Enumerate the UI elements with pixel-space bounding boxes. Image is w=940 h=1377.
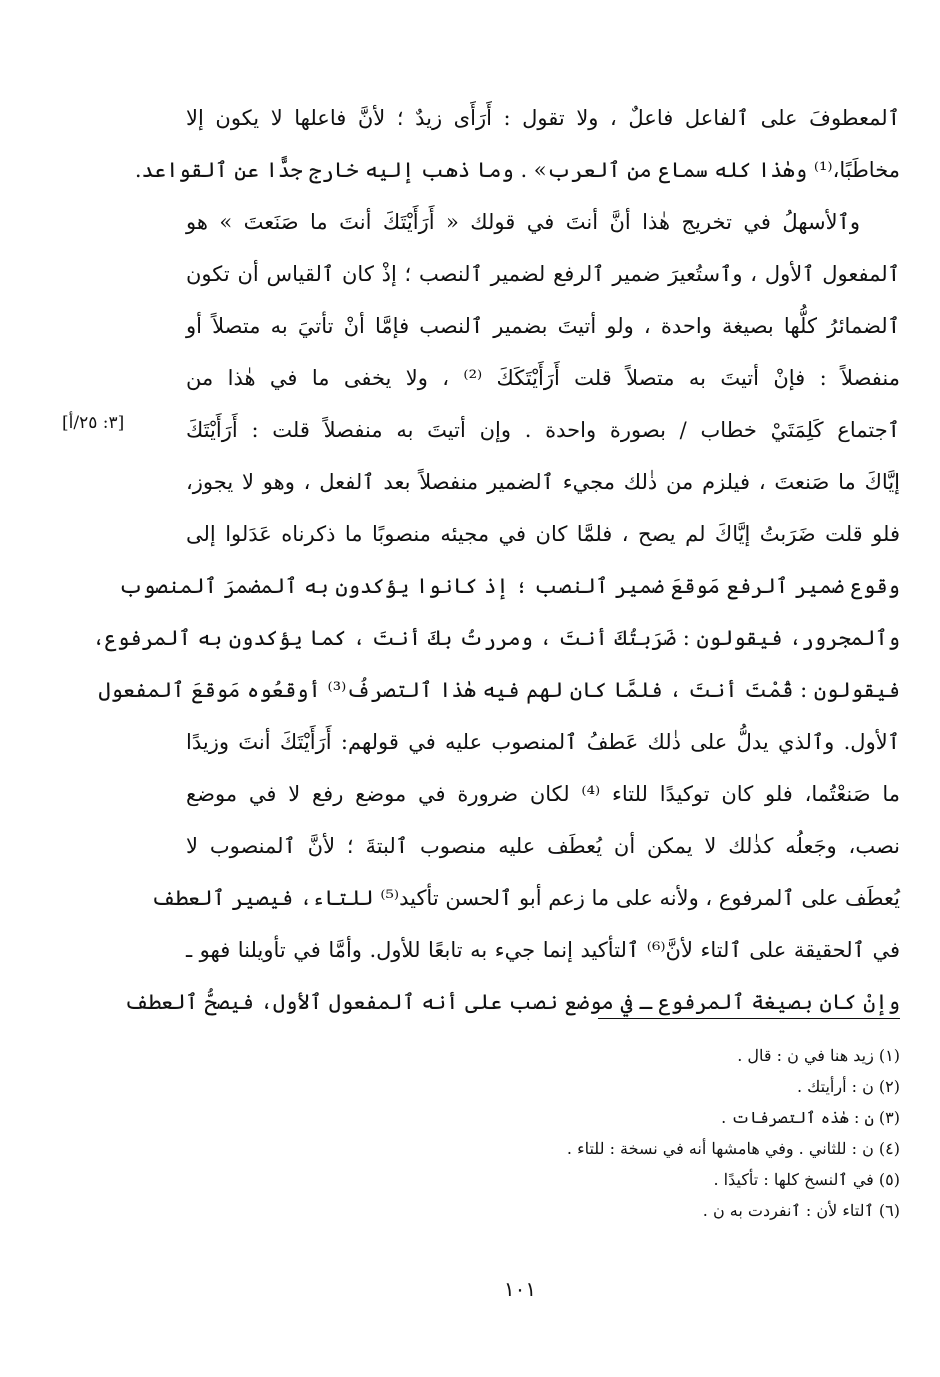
text-line: ٱلأول. وٱلذي يدلُّ على ذٰلك عَطفُ ٱلمنصوب عليه في قولهم: أَرَأَيْتَكَ أنتَ وزيدًا (186, 730, 900, 754)
footnote: (٣) ن : هٰذه ٱلتصرفات . (721, 1108, 900, 1127)
footnote: (٢) ن : أرأيتك . (796, 1077, 900, 1096)
text-line: وٱلأسهلُ في تخريج هٰذا أنَّ أنتَ في قولك « أَرَأَيْتَكَ أنتَ ما صَنَعتَ » هو (186, 210, 860, 234)
text-line: نصب، وجَعلُه كذٰلك لا يمكن أن يُعطَف عليه منصوب ٱلبتةَ ؛ لأنَّ ٱلمنصوب لا (186, 834, 900, 858)
text-line: ٱلضمائرُ كلُّها بصيغة واحدة ، ولو أتيتَ بضمير ٱلنصب فإمَّا أنْ تأتيَ به متصلاً أو (186, 314, 900, 338)
text-line: في ٱلحقيقة على ٱلتاء لأنَّ⁽⁶⁾ ٱلتأكيد إنما جيء به تابعًا للأول. وأمَّا في تأويلنا فهو ـ (186, 938, 900, 962)
footnote: (٦) ٱلتاء لأن : ٱنفردت به ن . (702, 1201, 900, 1220)
text-line: ٱلمفعول ٱلأول ، وٱستُعيرَ ضمير ٱلرفع لضمير ٱلنصب ؛ إذْ كان ٱلقياس أن تكون (186, 262, 900, 286)
text-line: وإنْ كان بصيغة ٱلمرفوع ـ في موضع نصب على أنه ٱلمفعول ٱلأول، فيصحُّ ٱلعطف (124, 990, 900, 1014)
text-line: منفصلاً : فإنْ أتيتَ به متصلاً قلت أَرَأَيْتَكَكَ ⁽²⁾ ، ولا يخفى ما في هٰذا من (186, 366, 900, 390)
manuscript-folio-reference: [٣: ٢٥/أ] (62, 413, 125, 433)
page-number: ١٠١ (503, 1277, 537, 1301)
text-line: ٱلمعطوفَ على ٱلفاعل فاعلٌ ، ولا تقول : أَرَأَى زيدٌ ؛ لأنَّ فاعلها لا يكون إلا (186, 106, 900, 130)
footnote-divider (598, 1018, 900, 1019)
text-line: وقوع ضمير ٱلرفع مَوقعَ ضمير ٱلنصب ؛ إذ كانوا يؤكدون به ٱلمضمرَ ٱلمنصوب (118, 574, 900, 598)
footnote: (٤) ن : للثاني . وفي هامشها أنه في نسخة : للتاء . (566, 1139, 900, 1158)
text-line: يُعطَف على ٱلمرفوع ، ولأنه على ما زعم أبو ٱلحسن تأكيد⁽⁵⁾ للتاء، فيصير ٱلعطف (151, 886, 900, 910)
footnotes-block (400, 1040, 900, 1226)
text-line: ما صَنعْتُما، فلو كان توكيدًا للتاء ⁽⁴⁾ لكان ضرورة في موضع رفع لا في موضع (186, 782, 900, 806)
text-line: فلو قلت ضَرَبتُ إيَّاكَ لم يصح ، فلمَّا كان في مجيئه منصوبًا ما ذكرناه عَدَلوا إلى (186, 522, 901, 546)
text-line: مخاطَبًا،⁽¹⁾ وهٰذا كله سماع من ٱلعرب» . وما ذهب إليه خارج جدًّا عن ٱلقواعد. (134, 158, 900, 182)
text-line: وٱلمجرور، فيقولون : ضَرَبتُكَ أنتَ ، ومررتُ بكَ أنتَ ، كما يؤكدون به ٱلمرفوع، (92, 626, 900, 650)
footnote: (١) زيد هنا في ن : قال . (737, 1046, 900, 1065)
text-line: فيقولون : قُمْتَ أنتَ ، فلمَّا كان لهم فيه هٰذا ٱلتصرفُ⁽³⁾ أوقعُوه مَوقعَ ٱلمفعول (98, 678, 900, 702)
footnote: (٥) في ٱلنسخ كلها : تأكيدًا . (713, 1170, 900, 1189)
text-line: إيَّاكَ ما صَنعتَ ، فيلزم من ذٰلك مجيء ٱلضمير منفصلاً بعد ٱلفعل ، وهو لا يجوز، (186, 470, 900, 494)
text-line: ٱجتماع كَلِمَتَيْ خطاب / بصورة واحدة . وإن أتيتَ به منفصلاً قلت : أَرَأَيْتَكَ (186, 418, 900, 442)
